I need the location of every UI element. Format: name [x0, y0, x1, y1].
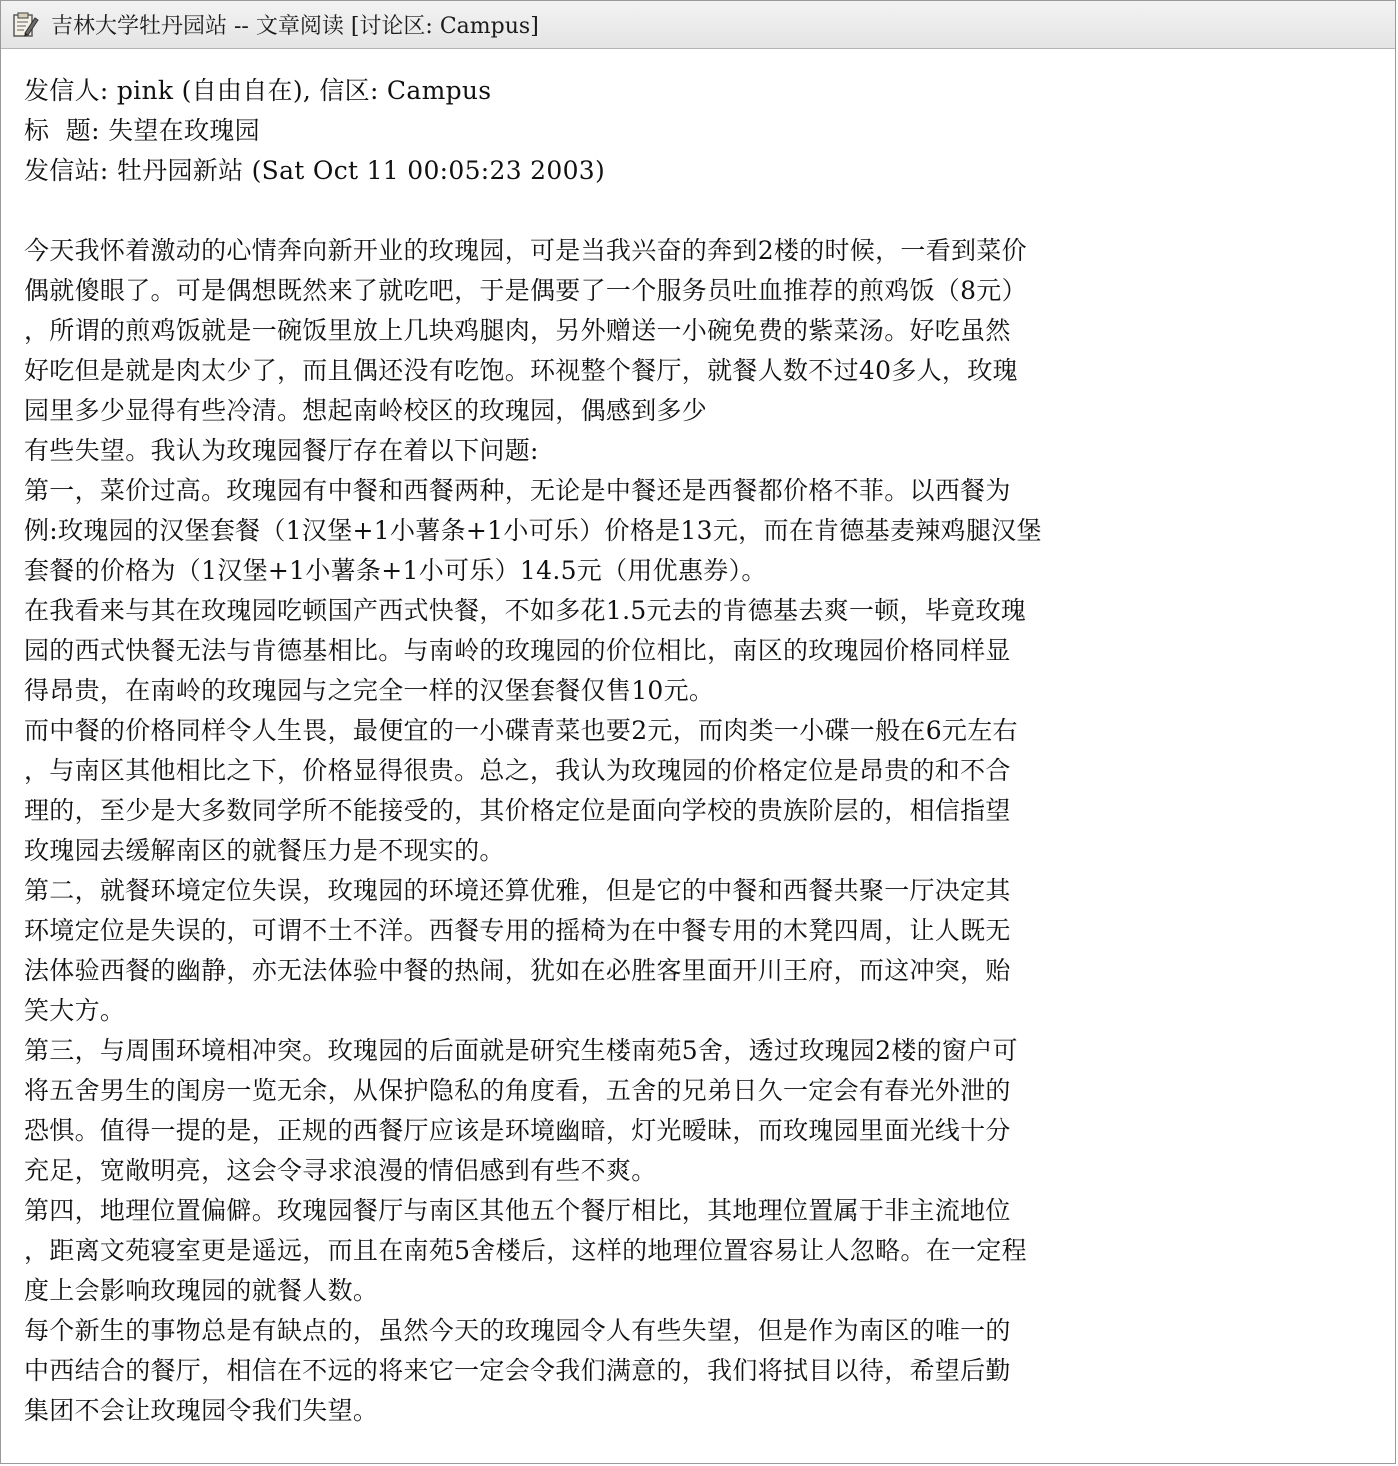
body-line: ，与南区其他相比之下，价格显得很贵。总之，我认为玫瑰园的价格定位是昂贵的和不合 — [24, 756, 1011, 785]
body-line: 法体验西餐的幽静，亦无法体验中餐的热闹，犹如在必胜客里面开川王府，而这冲突，贻 — [24, 956, 1011, 985]
article-subject: 标 题: 失望在玫瑰园 — [24, 116, 260, 145]
edit-document-icon — [11, 11, 39, 39]
body-line: 今天我怀着激动的心情奔向新开业的玫瑰园，可是当我兴奋的奔到2楼的时候，一看到菜价 — [24, 236, 1027, 265]
blank-line — [24, 191, 1201, 231]
body-line: ，所谓的煎鸡饭就是一碗饭里放上几块鸡腿肉，另外赠送一小碗免费的紫菜汤。好吃虽然 — [24, 316, 1011, 345]
body-line: ，距离文苑寝室更是遥远，而且在南苑5舍楼后，这样的地理位置容易让人忽略。在一定程 — [24, 1236, 1027, 1265]
body-line: 将五舍男生的闺房一览无余，从保护隐私的角度看，五舍的兄弟日久一定会有春光外泄的 — [24, 1076, 1011, 1105]
body-line: 在我看来与其在玫瑰园吃顿国产西式快餐，不如多花1.5元去的肯德基去爽一顿，毕竟玫瑰 — [24, 596, 1027, 625]
body-line: 玫瑰园去缓解南区的就餐压力是不现实的。 — [24, 836, 505, 865]
body-line: 集团不会让玫瑰园令我们失望。 — [24, 1396, 379, 1425]
body-line: 例:玫瑰园的汉堡套餐（1汉堡+1小薯条+1小可乐）价格是13元，而在肯德基麦辣鸡腿汉堡 — [24, 516, 1042, 545]
body-line: 而中餐的价格同样令人生畏，最便宜的一小碟青菜也要2元，而肉类一小碟一般在6元左右 — [24, 716, 1018, 745]
article-from: 发信人: pink (自由自在), 信区: Campus — [24, 76, 492, 105]
body-line: 得昂贵，在南岭的玫瑰园与之完全一样的汉堡套餐仅售10元。 — [24, 676, 715, 705]
body-line: 好吃但是就是肉太少了，而且偶还没有吃饱。环视整个餐厅，就餐人数不过40多人，玫瑰 — [24, 356, 1018, 385]
title-bar — [1, 1, 1395, 49]
body-line: 第四，地理位置偏僻。玫瑰园餐厅与南区其他五个餐厅相比，其地理位置属于非主流地位 — [24, 1196, 1011, 1225]
article-station: 发信站: 牡丹园新站 (Sat Oct 11 00:05:23 2003) — [24, 156, 606, 185]
article-body — [24, 231, 1201, 1431]
body-line: 环境定位是失误的，可谓不土不洋。西餐专用的摇椅为在中餐专用的木凳四周，让人既无 — [24, 916, 1011, 945]
body-line: 充足，宽敞明亮，这会令寻求浪漫的情侣感到有些不爽。 — [24, 1156, 657, 1185]
body-line: 园里多少显得有些冷清。想起南岭校区的玫瑰园，偶感到多少 — [24, 396, 708, 425]
body-line: 第三，与周围环境相冲突。玫瑰园的后面就是研究生楼南苑5舍，透过玫瑰园2楼的窗户可 — [24, 1036, 1018, 1065]
body-line: 度上会影响玫瑰园的就餐人数。 — [24, 1276, 379, 1305]
body-line: 有些失望。我认为玫瑰园餐厅存在着以下问题: — [24, 436, 539, 465]
body-line: 恐惧。值得一提的是，正规的西餐厅应该是环境幽暗，灯光暧昧，而玫瑰园里面光线十分 — [24, 1116, 1011, 1145]
window-title: 吉林大学牡丹园站 -- 文章阅读 [讨论区: Campus] — [51, 14, 539, 39]
body-line: 每个新生的事物总是有缺点的，虽然今天的玫瑰园令人有些失望，但是作为南区的唯一的 — [24, 1316, 1011, 1345]
body-line: 园的西式快餐无法与肯德基相比。与南岭的玫瑰园的价位相比，南区的玫瑰园价格同样显 — [24, 636, 1011, 665]
body-line: 中西结合的餐厅，相信在不远的将来它一定会令我们满意的，我们将拭目以待，希望后勤 — [24, 1356, 1011, 1385]
body-line: 偶就傻眼了。可是偶想既然来了就吃吧，于是偶要了一个服务员吐血推荐的煎鸡饭（8元） — [24, 276, 1027, 305]
body-line: 理的，至少是大多数同学所不能接受的，其价格定位是面向学校的贵族阶层的，相信指望 — [24, 796, 1011, 825]
body-line: 第二，就餐环境定位失误，玫瑰园的环境还算优雅，但是它的中餐和西餐共聚一厅决定其 — [24, 876, 1011, 905]
body-line: 第一，菜价过高。玫瑰园有中餐和西餐两种，无论是中餐还是西餐都价格不菲。以西餐为 — [24, 476, 1011, 505]
body-line: 笑大方。 — [24, 996, 126, 1025]
article-content — [1, 49, 1201, 1431]
body-line: 套餐的价格为（1汉堡+1小薯条+1小可乐）14.5元（用优惠券）。 — [24, 556, 767, 585]
